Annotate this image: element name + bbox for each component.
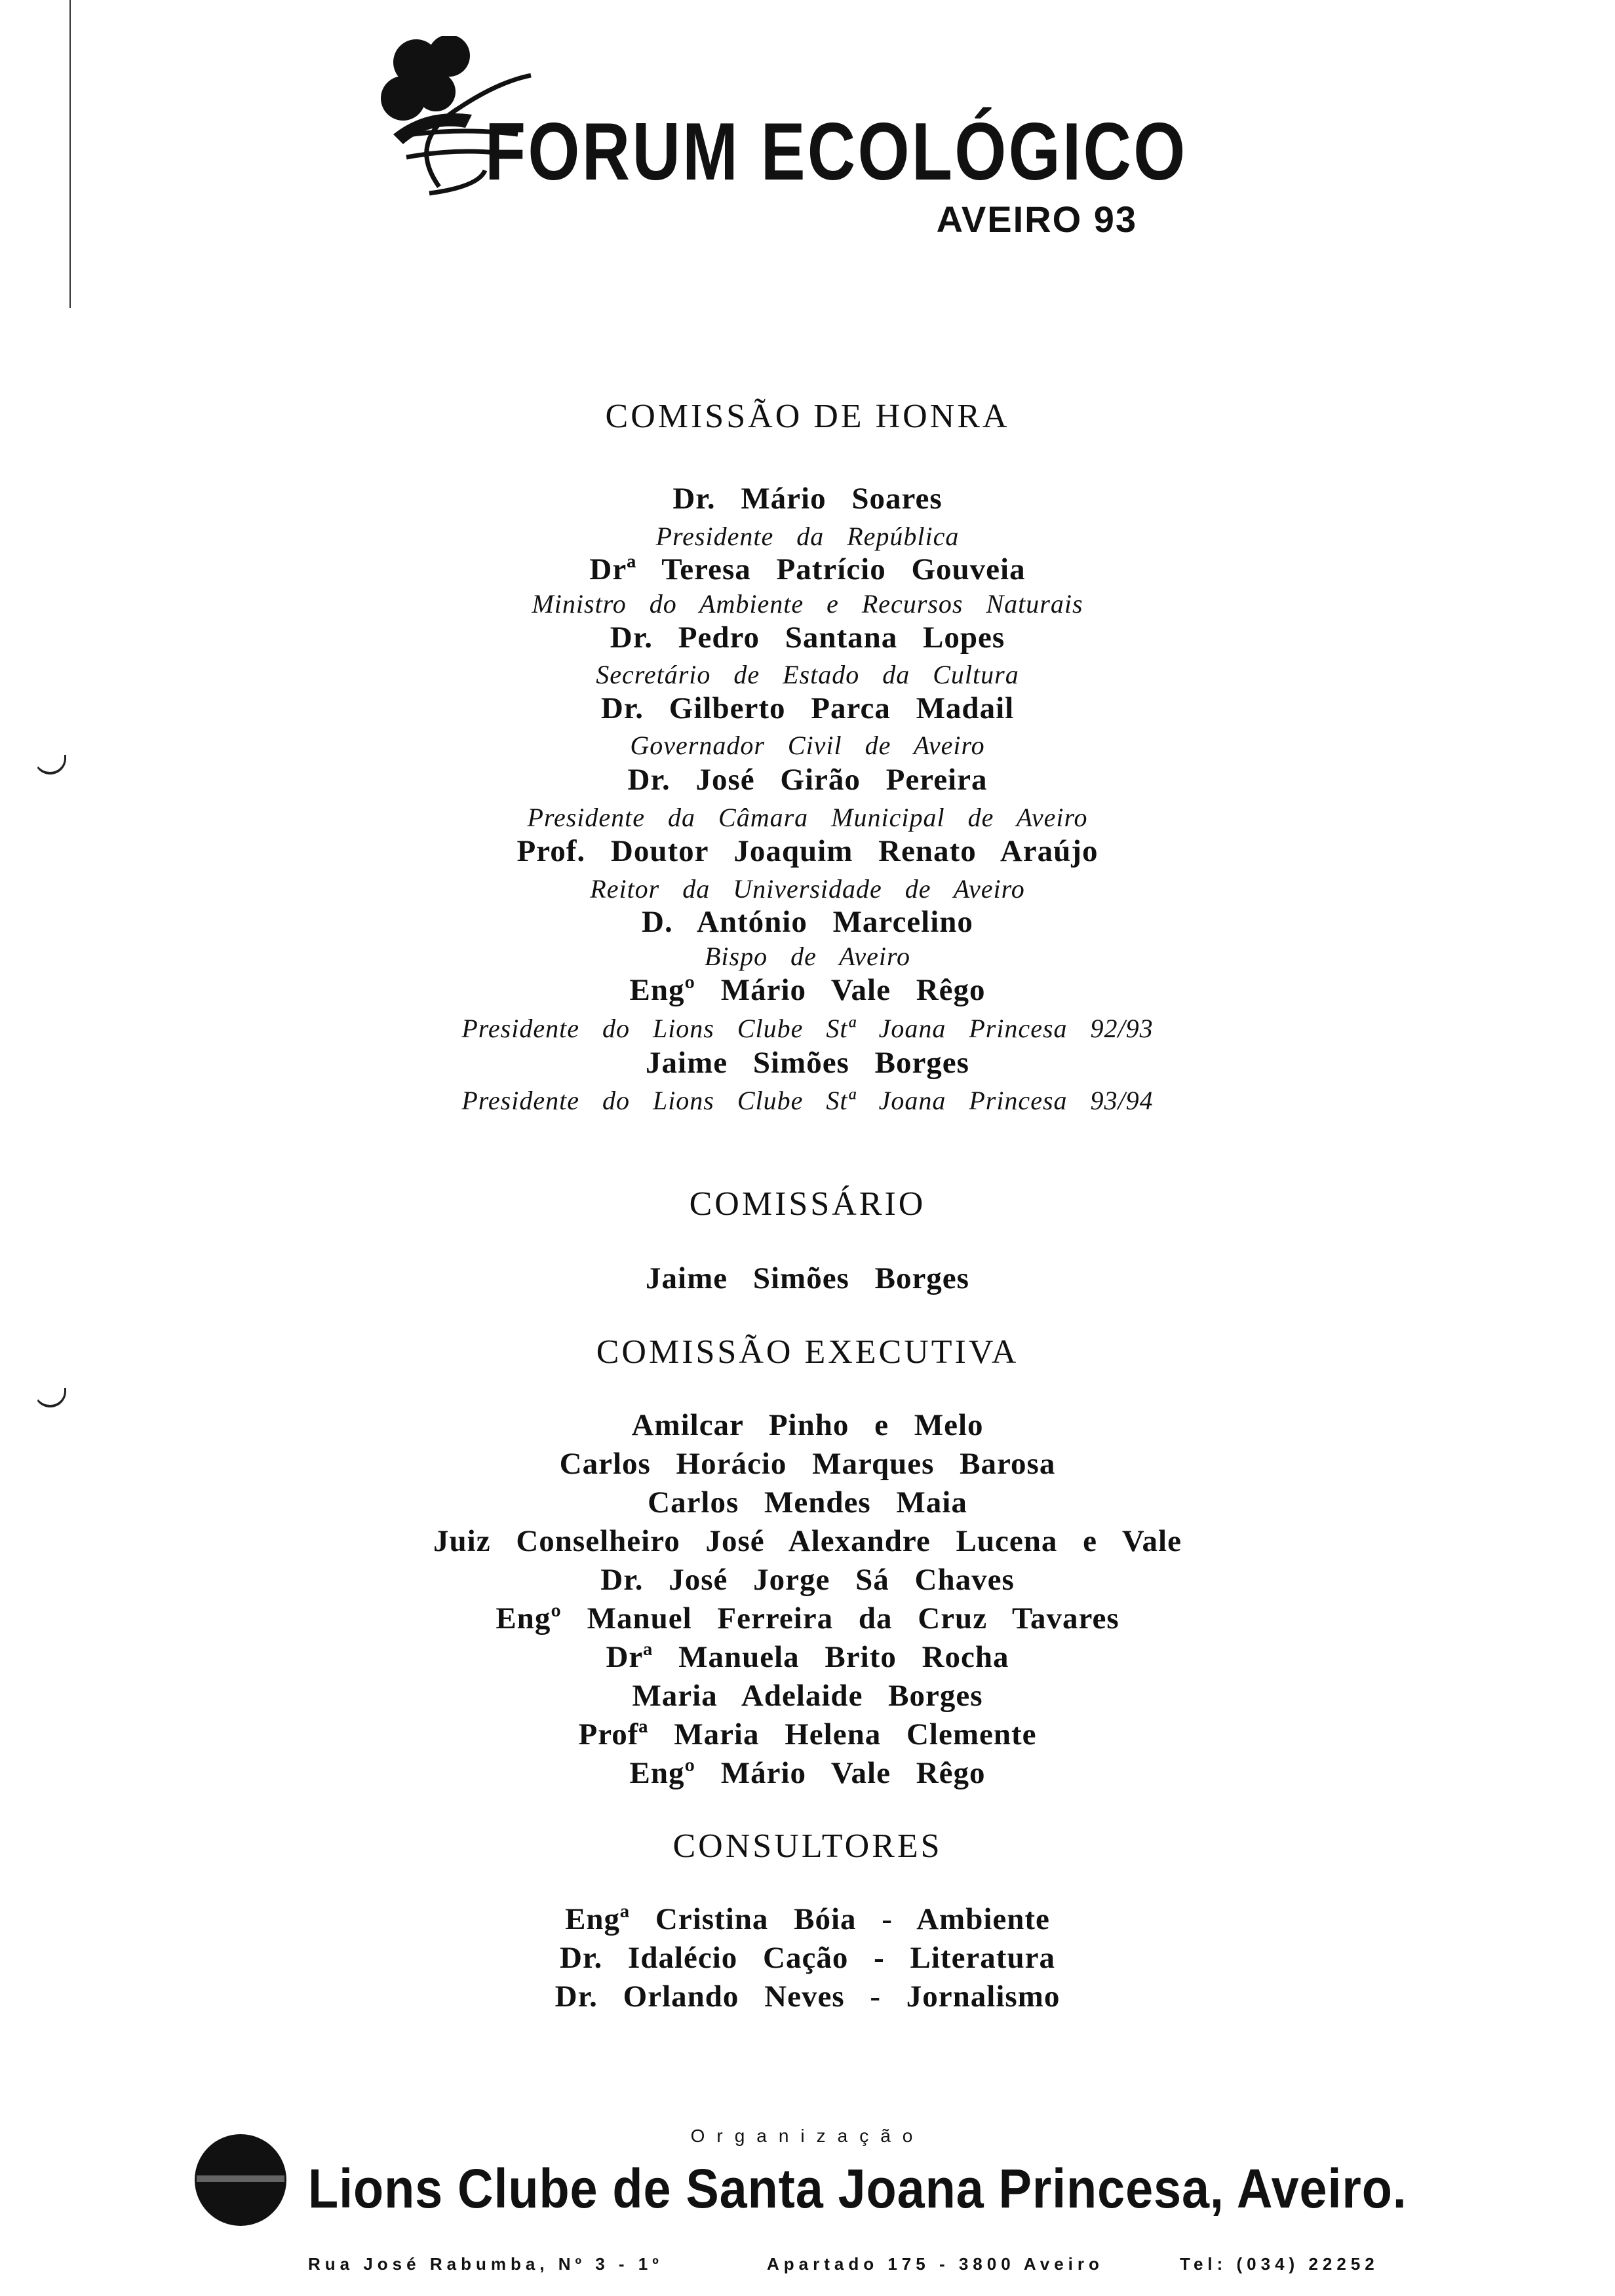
comissario-name: Jaime Simões Borges [646, 1261, 969, 1295]
executive-member: Dr. José Jorge Sá Chaves [600, 1563, 1015, 1597]
page-title: FORUM ECOLÓGICO [485, 107, 1188, 197]
organizer-phone: Tel: (034) 22252 [1180, 2254, 1379, 2274]
section-title-consultores: CONSULTORES [672, 1827, 943, 1865]
organizer-name: Lions Clube de Santa Joana Princesa, Aveiro. [308, 2158, 1407, 2219]
executive-member: Carlos Horácio Marques Barosa [559, 1447, 1056, 1481]
organizer-po-box: Apartado 175 - 3800 Aveiro [767, 2254, 1104, 2274]
lions-logo-icon [191, 2131, 290, 2229]
punch-hole-mark [34, 1388, 66, 1407]
honor-member-name: Dr. Gilberto Parca Madail [600, 691, 1015, 725]
section-title-comissario: COMISSÁRIO [689, 1185, 926, 1223]
executive-member: Juiz Conselheiro José Alexandre Lucena e Vale [433, 1524, 1182, 1558]
honor-member-name: Prof. Doutor Joaquim Renato Araújo [516, 834, 1099, 868]
honor-member-name: Jaime Simões Borges [646, 1046, 969, 1080]
page-subtitle: AVEIRO 93 [936, 199, 1137, 240]
honor-member-name: Dr. José Girão Pereira [627, 763, 988, 797]
honor-member-role: Presidente do Lions Clube Stª Joana Princesa 93/94 [461, 1086, 1154, 1115]
executive-member: Engº Manuel Ferreira da Cruz Tavares [496, 1601, 1119, 1636]
honor-member-name: D. António Marcelino [642, 905, 973, 939]
executive-member: Maria Adelaide Borges [632, 1679, 983, 1713]
organization-label: Organização [690, 2126, 925, 2146]
executive-member: Carlos Mendes Maia [648, 1485, 967, 1520]
honor-member-role: Presidente da Câmara Municipal de Aveiro [527, 803, 1088, 832]
honor-member-name: Dr. Pedro Santana Lopes [610, 621, 1005, 655]
executive-member: Engº Mário Vale Rêgo [629, 1756, 986, 1790]
honor-member-name: Dr. Mário Soares [672, 482, 943, 516]
honor-member-name: Engº Mário Vale Rêgo [629, 973, 986, 1007]
executive-member: Drª Manuela Brito Rocha [606, 1640, 1009, 1674]
section-title-comissao-executiva: COMISSÃO EXECUTIVA [596, 1333, 1019, 1371]
honor-member-name: Drª Teresa Patrício Gouveia [589, 552, 1026, 586]
executive-member: Amilcar Pinho e Melo [631, 1408, 984, 1442]
honor-member-role: Ministro do Ambiente e Recursos Naturais [532, 589, 1083, 619]
honor-member-role: Secretário de Estado da Cultura [596, 660, 1019, 689]
honor-member-role: Governador Civil de Aveiro [630, 731, 985, 760]
honor-member-role: Presidente da República [655, 522, 960, 551]
section-title-comissao-honra: COMISSÃO DE HONRA [605, 398, 1010, 435]
margin-line [69, 0, 71, 308]
honor-member-role: Reitor da Universidade de Aveiro [590, 874, 1025, 904]
executive-member: Profª Maria Helena Clemente [578, 1717, 1037, 1751]
consultant: Dr. Idalécio Cação - Literatura [560, 1941, 1055, 1975]
honor-member-role: Bispo de Aveiro [704, 942, 911, 971]
organizer-address: Rua José Rabumba, Nº 3 - 1º [308, 2254, 663, 2274]
honor-member-role: Presidente do Lions Clube Stª Joana Princesa 92/93 [461, 1014, 1154, 1043]
consultant: Engª Cristina Bóia - Ambiente [565, 1902, 1050, 1936]
consultant: Dr. Orlando Neves - Jornalismo [555, 1980, 1060, 2014]
